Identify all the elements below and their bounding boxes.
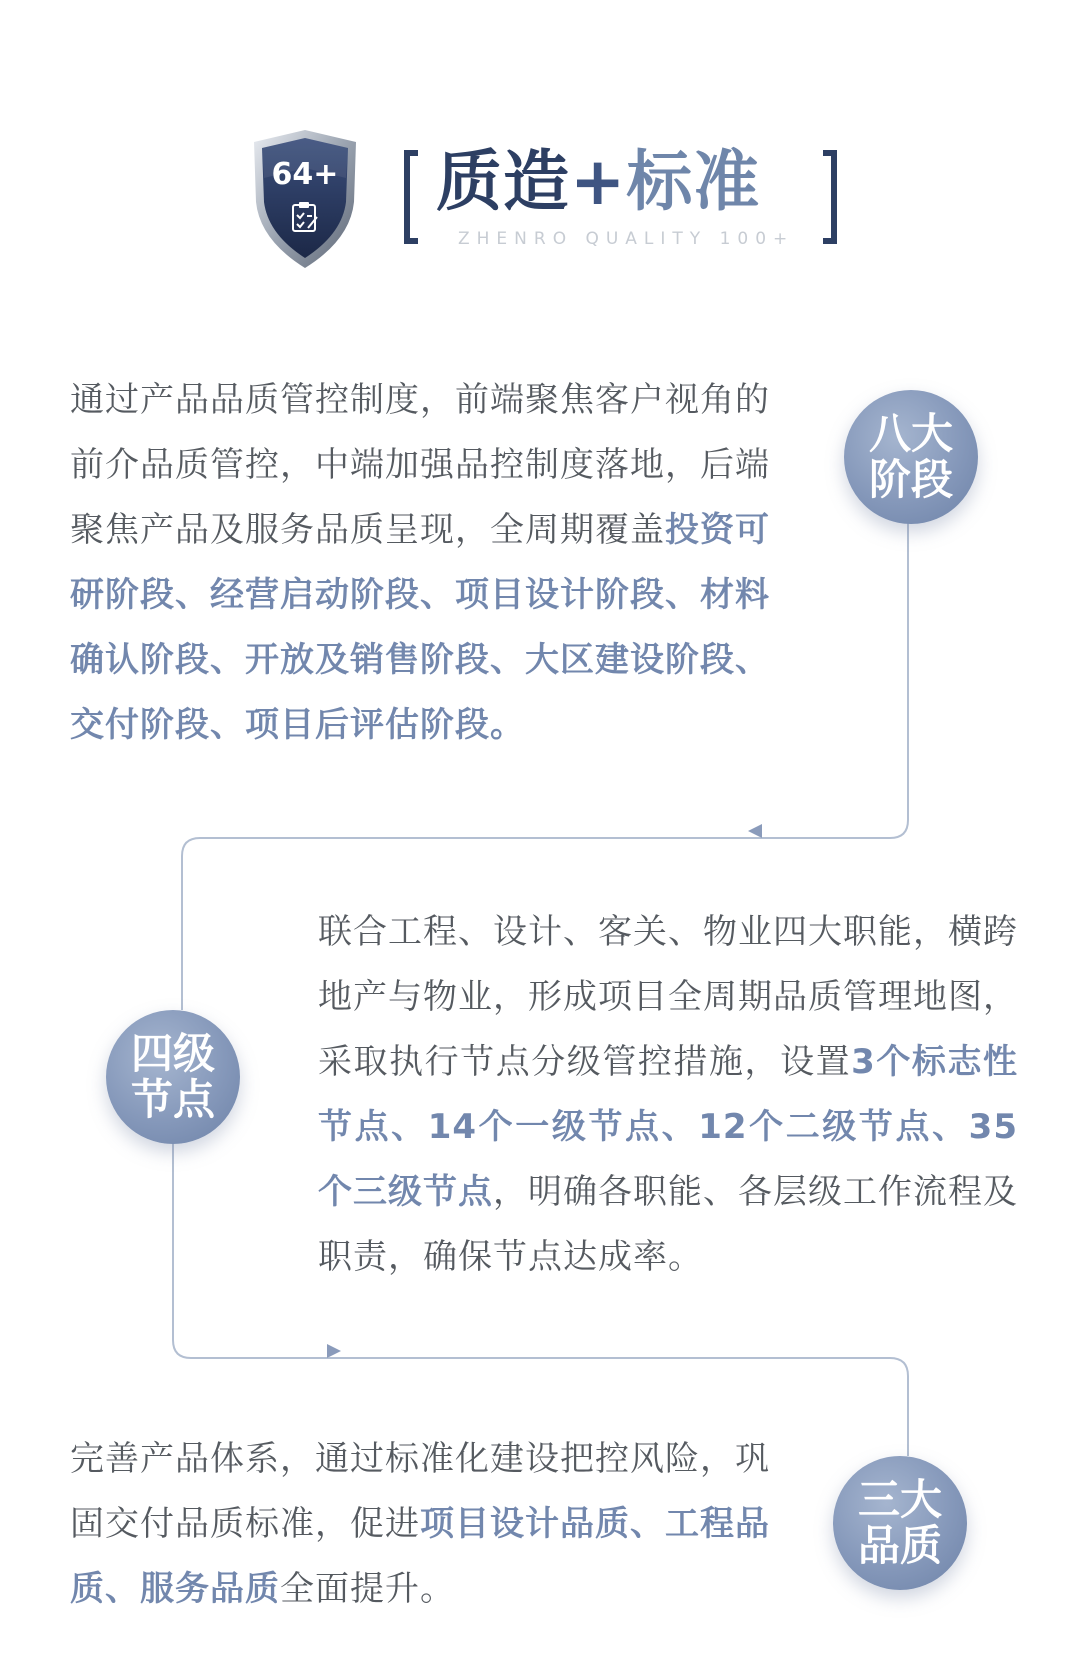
stage3-highlight: 项目设计品质、工程品质、服务品质 (70, 1504, 770, 1609)
stage2-text-2: ，明确各职能、各层级工作流程及职责，确保节点达成率。 (318, 1172, 1018, 1277)
arrow-right-icon (327, 1344, 341, 1358)
quality-shield-badge (252, 128, 358, 270)
badge-label: 64+ (271, 157, 339, 192)
stage2-circle-line1: 四级 (130, 1029, 215, 1078)
stage3-circle-line2: 品质 (857, 1521, 942, 1570)
stage3-circle-badge (833, 1456, 967, 1590)
stage1-highlight: 投资可研阶段、经营启动阶段、项目设计阶段、材料确认阶段、开放及销售阶段、大区建设阶段、交付阶段、项目后评估阶段。 (70, 510, 770, 745)
stage1-circle-line1: 八大 (868, 409, 953, 458)
stage2-text-1: 联合工程、设计、客关、物业四大职能，横跨地产与物业，形成项目全周期品质管理地图，采取执行节点分级管控措施，设置 (318, 912, 1018, 1082)
stage3-text-1: 完善产品体系，通过标准化建设把控风险，巩固交付品质标准，促进 (70, 1439, 770, 1544)
stage3-description (70, 1427, 770, 1622)
stage2-highlight: 3个标志性节点、14个一级节点、12个二级节点、35个三级节点 (318, 1042, 1018, 1212)
page-title (436, 142, 816, 222)
stage1-circle-line2: 阶段 (868, 455, 953, 504)
stage3-circle-line1: 三大 (857, 1475, 942, 1524)
title-part-3: 标准 (626, 143, 761, 220)
stage1-description (70, 368, 770, 758)
stage1-text: 通过产品品质管控制度，前端聚焦客户视角的前介品质管控，中端加强品控制度落地，后端聚焦产品及服务品质呈现，全周期覆盖 (70, 380, 770, 550)
stage3-text-2: 全面提升。 (280, 1569, 455, 1609)
title-part-1: 质造 (436, 143, 570, 220)
stage2-description (318, 900, 1018, 1290)
title-part-2: + (570, 143, 627, 220)
page-subtitle: ZHENRO QUALITY 100+ (458, 229, 795, 249)
title-bracket-left (404, 150, 418, 244)
title-bracket-right (823, 150, 837, 244)
stage2-circle-line2: 节点 (130, 1075, 215, 1124)
arrow-left-icon (748, 824, 762, 838)
stage2-circle-badge (106, 1010, 240, 1144)
stage1-circle-badge (844, 390, 978, 524)
clipboard-check-icon (290, 200, 320, 234)
